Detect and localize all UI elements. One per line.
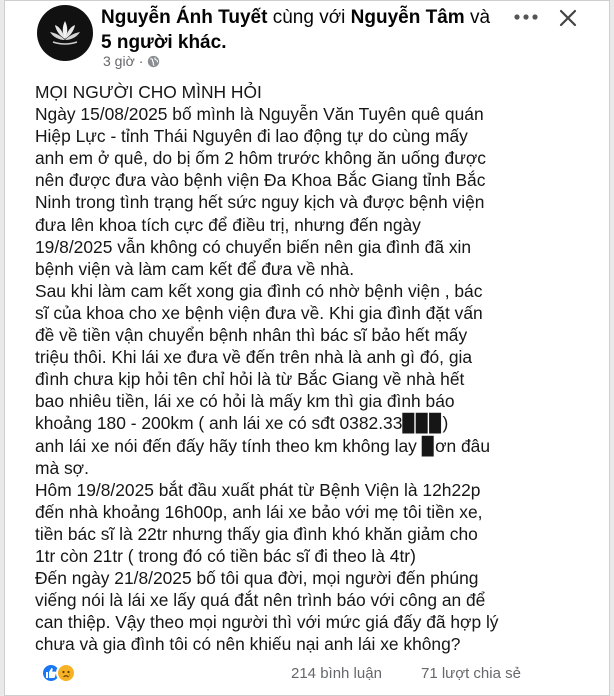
comments-count[interactable]: 214 bình luận — [291, 665, 382, 682]
post-text-line: Sau khi làm cam kết xong gia đình có nhờ bệnh viện , bác — [35, 280, 483, 301]
post-text-line: Hôm 19/8/2025 bắt đầu xuất phát từ Bệnh Viện là 12h22p — [35, 479, 481, 500]
post-text-line: nên được đưa vào bệnh viện Đa Khoa Bắc Giang tỉnh Bắc — [35, 170, 486, 191]
tagged-name[interactable]: Nguyễn Tâm — [350, 7, 465, 28]
post-text-line: chưa và gia đình tôi có nên khiếu nại anh lái xe không? — [35, 634, 461, 655]
avatar[interactable] — [37, 5, 93, 61]
globe-icon[interactable] — [147, 55, 160, 68]
post-text-line: viếng nói là lái xe lấy quá đắt nên trình báo với công an để — [35, 590, 486, 611]
post-text-line: can thiệp. Vậy theo mọi người thì với mức giá đấy đã hợp lý — [35, 612, 499, 633]
post-text-line: anh lái xe nói đến đấy hãy tính theo km không lay ▉ơn đâu — [35, 435, 491, 456]
close-icon — [558, 8, 578, 28]
with-text: cùng với — [272, 7, 346, 28]
author-name[interactable]: Nguyễn Ánh Tuyết — [101, 7, 268, 28]
post-text-line: Ngày 15/08/2025 bố mình là Nguyễn Văn Tuyên quê quán — [35, 104, 484, 125]
post-header-title — [101, 5, 501, 55]
post-text-line: tiền bác sĩ là 22tr nhưng thấy gia đình khó khăn giảm cho — [35, 523, 478, 544]
facebook-post-card — [4, 0, 610, 696]
more-dots-icon — [513, 13, 539, 21]
post-text-line: Đến ngày 21/8/2025 bố tôi qua đời, mọi người đến phúng — [35, 568, 479, 589]
post-footer — [35, 663, 610, 689]
post-text-line: khoảng 180 - 200km ( anh lái xe có sđt 0382.33▉▉▉) — [35, 413, 449, 434]
post-text-line: mà sợ. — [35, 457, 89, 478]
post-time[interactable]: 3 giờ — [103, 53, 135, 69]
post-text-line: bao nhiêu tiền, lái xe có hỏi là mấy km thì gia đình báo — [35, 391, 455, 412]
post-text-line: triệu thôi. Khi lái xe đưa về đến trên nhà là anh gì đó, gia — [35, 347, 473, 368]
post-text-line: anh em ở quê, do bị ốm 2 hôm trước không ăn uống được — [35, 148, 486, 169]
post-text-line: Hiệp Lực - tỉnh Thái Nguyên đi lao động tự do cùng mấy — [35, 126, 468, 147]
post-text — [35, 81, 603, 655]
reactions-summary[interactable] — [41, 663, 76, 683]
post-text-line: đề về tiền vận chuyển bệnh nhân thì bác sĩ bảo hết mấy — [35, 325, 468, 346]
post-text-line: MỌI NGƯỜI CHO MÌNH HỎI — [35, 82, 262, 102]
post-text-line: 19/8/2025 vẫn không có chuyển biến nên gia đình đã xin — [35, 236, 472, 257]
post-text-line: 1tr còn 21tr ( trong đó có tiền bác sĩ đi theo là 4tr) — [35, 545, 416, 566]
others-link[interactable]: 5 người khác. — [101, 32, 227, 53]
post-text-line: sĩ của khoa cho xe bệnh viện đưa về. Khi gia đình đặt vấn — [35, 302, 483, 323]
post-text-line: bệnh viện và làm cam kết để đưa về nhà. — [35, 258, 355, 279]
post-text-line: đến nhà khoảng 16h00p, anh lái xe bảo với mẹ tôi tiền xe, — [35, 501, 483, 522]
post-text-line: Ninh trong tình trạng hết sức nguy kịch và được bệnh viện — [35, 192, 485, 213]
and-text: và — [469, 7, 491, 28]
more-options-button[interactable] — [509, 7, 543, 29]
post-meta — [103, 53, 160, 69]
meta-separator: · — [138, 53, 144, 69]
sad-icon — [56, 663, 76, 683]
post-text-line: đưa lên khoa tích cực để điều trị, nhưng đến ngày — [35, 214, 421, 235]
close-button[interactable] — [553, 5, 583, 35]
lotus-logo-icon — [47, 18, 83, 48]
post-text-line: đình chưa kịp hỏi tên chỉ hỏi là từ Bắc Giang về nhà hết — [35, 369, 465, 390]
shares-count[interactable]: 71 lượt chia sẻ — [421, 665, 521, 682]
